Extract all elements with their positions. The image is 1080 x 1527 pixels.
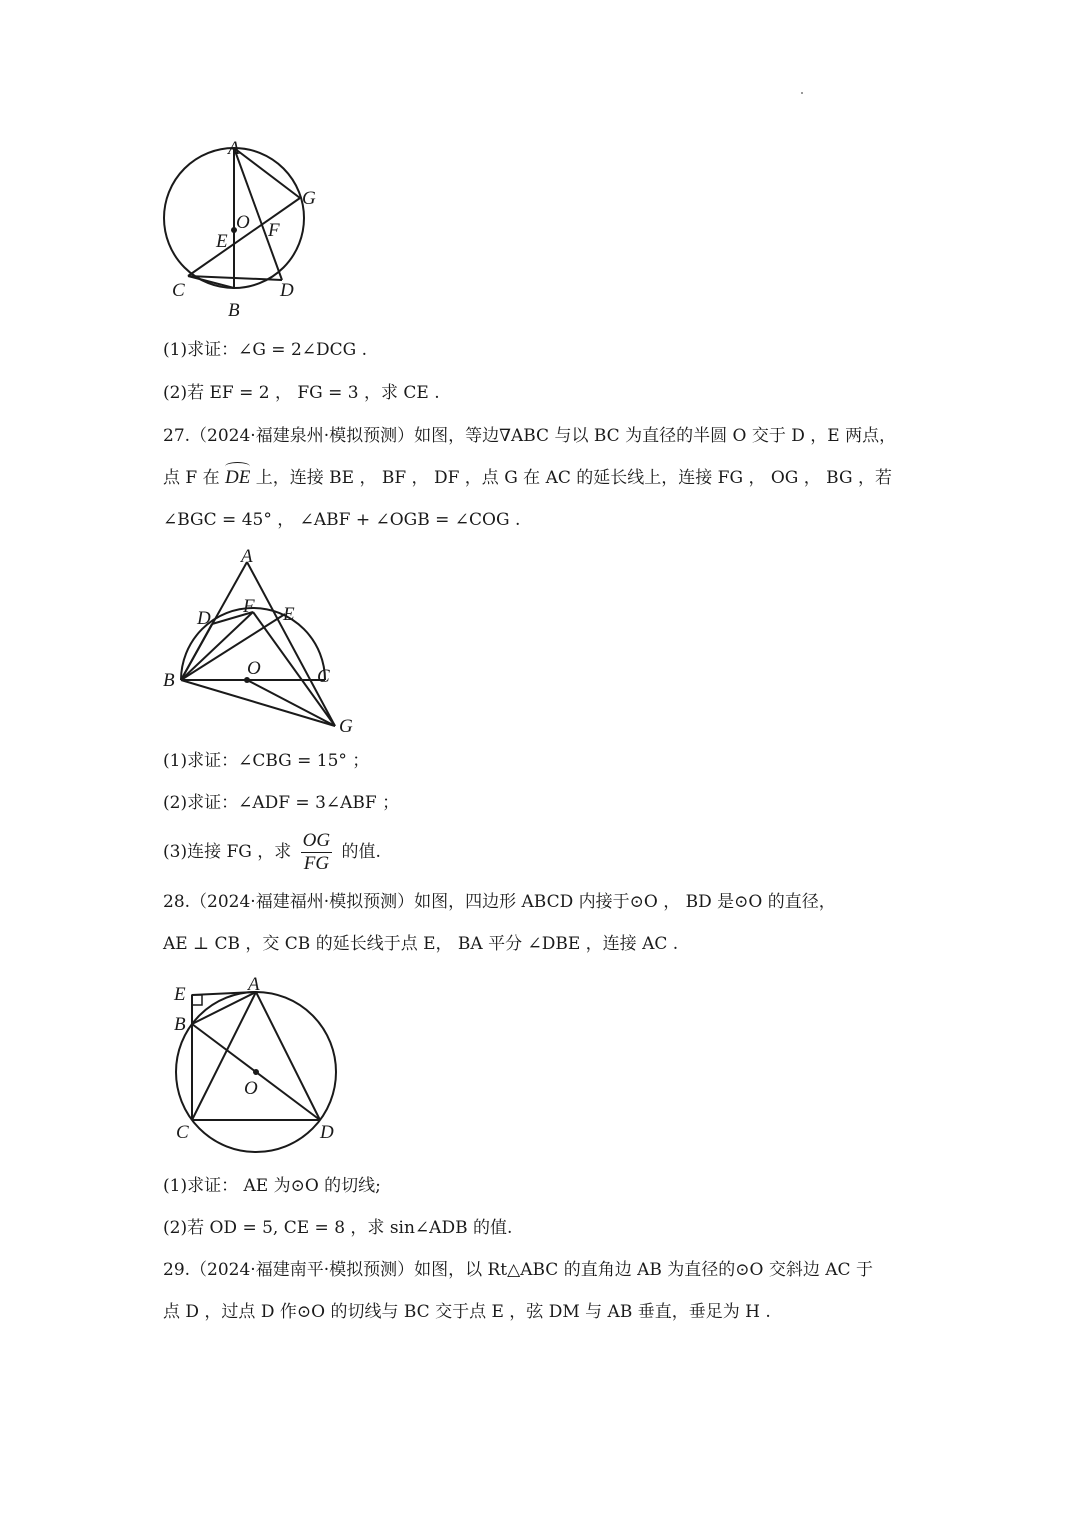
p27-arc-de: DE bbox=[225, 467, 251, 488]
fig1-label-c: C bbox=[172, 280, 185, 301]
p27-q3-b: 的值. bbox=[341, 842, 381, 862]
fig3-label-c: C bbox=[176, 1122, 189, 1143]
fig2-label-a: A bbox=[241, 546, 253, 567]
p27-q3-a: (3)连接 FG ，求 bbox=[163, 842, 292, 862]
fig3-label-b: B bbox=[174, 1014, 186, 1035]
p29-line2: 点 D ，过点 D 作⊙O 的切线与 BC 交于点 E ，弦 DM 与 AB 垂直，垂足为 H . bbox=[163, 1302, 771, 1322]
p28-line2: AE ⊥ CB ，交 CB 的延长线于点 E， BA 平分 ∠DBE ，连接 AC . bbox=[163, 934, 679, 954]
p27-line2-a: 点 F 在 bbox=[163, 468, 220, 488]
figure-triangle-semicircle bbox=[155, 540, 365, 740]
fig1-label-e: E bbox=[216, 231, 228, 252]
p28-q1: (1)求证： AE 为⊙O 的切线; bbox=[163, 1176, 381, 1196]
fig1-label-f: F bbox=[268, 220, 280, 241]
fig2-label-g: G bbox=[339, 716, 353, 737]
fig2-label-d: D bbox=[197, 608, 211, 629]
figure-quadrilateral-circle bbox=[160, 968, 360, 1153]
fig3-label-o: O bbox=[244, 1078, 258, 1099]
fig2-label-o: O bbox=[247, 658, 261, 679]
fig3-label-d: D bbox=[320, 1122, 334, 1143]
p27-line2-b: 上，连接 BE ， BF ， DF ，点 G 在 AC 的延长线上，连接 FG ， OG ， BG ，若 bbox=[255, 468, 892, 488]
p27-line3: ∠BGC = 45° ， ∠ABF + ∠OGB = ∠COG . bbox=[163, 510, 521, 530]
p28-q2: (2)若 OD = 5, CE = 8 ，求 sin∠ADB 的值. bbox=[163, 1218, 513, 1238]
p27-q3 bbox=[163, 830, 381, 875]
fig2-label-f: F bbox=[243, 596, 255, 617]
fraction-numerator: OG bbox=[302, 830, 331, 851]
fig1-label-o: O bbox=[236, 212, 250, 233]
fig1-label-d: D bbox=[280, 280, 294, 301]
p26-q2: (2)若 EF = 2 ， FG = 3 ，求 CE . bbox=[163, 383, 440, 403]
fig1-label-g: G bbox=[302, 188, 316, 209]
fig1-label-a: A bbox=[228, 138, 240, 159]
p28-line1: 28.（2024·福建福州·模拟预测）如图，四边形 ABCD 内接于⊙O ， BD 是⊙O 的直径， bbox=[163, 892, 836, 912]
fig3-label-a: A bbox=[248, 974, 260, 995]
p26-q1: (1)求证：∠G = 2∠DCG . bbox=[163, 340, 368, 360]
scan-speck bbox=[801, 92, 803, 94]
fig2-label-b: B bbox=[163, 670, 175, 691]
p27-line2 bbox=[163, 466, 892, 490]
fig3-label-e: E bbox=[174, 984, 186, 1005]
figure-circle-1 bbox=[150, 130, 340, 325]
fig2-label-e: E bbox=[283, 604, 295, 625]
p29-line1: 29.（2024·福建南平·模拟预测）如图，以 Rt△ABC 的直角边 AB 为直径的⊙O 交斜边 AC 于 bbox=[163, 1260, 873, 1280]
p27-line1: 27.（2024·福建泉州·模拟预测）如图，等边∇ABC 与以 BC 为直径的半圆 O 交于 D ，E 两点， bbox=[163, 426, 897, 446]
fig1-label-b: B bbox=[228, 300, 240, 321]
fraction-denominator: FG bbox=[303, 853, 330, 874]
fraction-og-fg bbox=[301, 830, 332, 875]
fig2-label-c: C bbox=[317, 666, 330, 687]
p27-q1: (1)求证：∠CBG = 15° ； bbox=[163, 751, 370, 771]
p27-q2: (2)求证：∠ADF = 3∠ABF ； bbox=[163, 793, 400, 813]
